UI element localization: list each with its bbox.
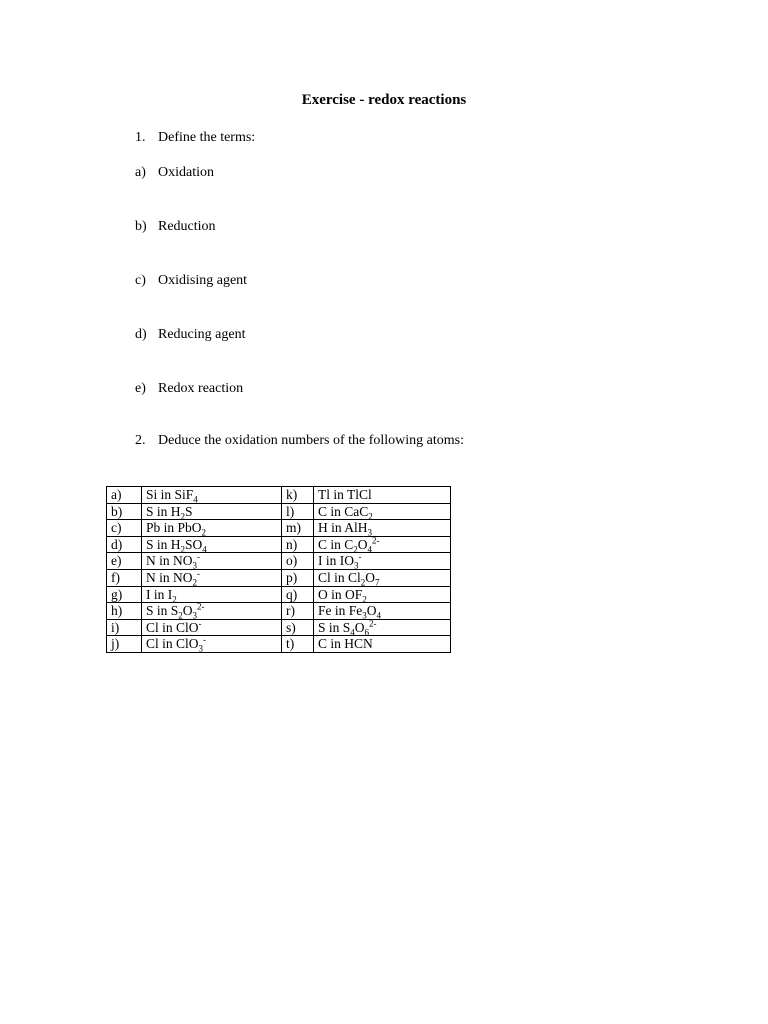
item-label: s) [282, 619, 314, 636]
item-formula: O in $OF_2$ [314, 586, 451, 603]
item-label: i) [107, 619, 142, 636]
term-text: Redox reaction [158, 381, 244, 396]
term-label: a) [135, 165, 146, 180]
term-text: Reducing agent [158, 327, 246, 342]
item-formula: N in $NO_3^-$ [142, 553, 282, 570]
item-formula: C in $C_2O_4^{2-}$ [314, 536, 451, 553]
item-formula: N in $NO_2^-$ [142, 569, 282, 586]
item-formula: S in $S_2O_3^{2-}$ [142, 603, 282, 620]
item-label: k) [282, 487, 314, 504]
table-row [107, 619, 451, 636]
table-row [107, 487, 451, 504]
item-formula: Cl in $Cl_2O_7$ [314, 569, 451, 586]
table-row [107, 520, 451, 537]
question-text: Define the terms: [158, 130, 256, 145]
question-number: 1. [135, 130, 146, 145]
item-label: g) [107, 586, 142, 603]
term-label: d) [135, 327, 147, 342]
item-formula: I in $I_2$ [142, 586, 282, 603]
item-formula: S in $H_2SO_4$ [142, 536, 282, 553]
item-label: e) [107, 553, 142, 570]
item-label: h) [107, 603, 142, 620]
table-row [107, 536, 451, 553]
page-title: Exercise - redox reactions [301, 92, 467, 108]
item-label: q) [282, 586, 314, 603]
item-label: p) [282, 569, 314, 586]
item-formula: H in AlH$_3$ [314, 520, 451, 537]
table-row [107, 636, 451, 653]
item-label: t) [282, 636, 314, 653]
item-formula: Fe in $Fe_3O_4$ [314, 603, 451, 620]
item-label: l) [282, 503, 314, 520]
term-label: b) [135, 219, 147, 234]
oxidation-table [106, 486, 451, 653]
item-formula: S in $S_4O_6^{2-}$ [314, 619, 451, 636]
item-label: f) [107, 569, 142, 586]
item-label: n) [282, 536, 314, 553]
item-label: o) [282, 553, 314, 570]
question-number: 2. [135, 433, 146, 448]
item-formula: Cl in ClO$_3$- [142, 636, 282, 653]
item-formula: Cl in ClO- [142, 619, 282, 636]
item-formula: S in $H_2S$ [142, 503, 282, 520]
table-row [107, 553, 451, 570]
question-text: Deduce the oxidation numbers of the following atoms: [158, 433, 464, 448]
item-label: a) [107, 487, 142, 504]
item-label: r) [282, 603, 314, 620]
term-text: Oxidation [158, 165, 214, 180]
item-formula: C in HCN [314, 636, 451, 653]
term-label: e) [135, 381, 146, 396]
item-formula: I in $IO_3^-$ [314, 553, 451, 570]
table-row [107, 569, 451, 586]
item-formula: Pb in PbO$_2$ [142, 520, 282, 537]
item-formula: Tl in TlCl [314, 487, 451, 504]
table-row [107, 503, 451, 520]
term-text: Reduction [158, 219, 216, 234]
item-label: j) [107, 636, 142, 653]
table-row [107, 603, 451, 620]
item-label: d) [107, 536, 142, 553]
item-label: b) [107, 503, 142, 520]
term-text: Oxidising agent [158, 273, 248, 288]
term-label: c) [135, 273, 146, 288]
item-label: m) [282, 520, 314, 537]
item-formula: Si in SiF$_4$ [142, 487, 282, 504]
item-label: c) [107, 520, 142, 537]
table-row [107, 586, 451, 603]
item-formula: C in CaC$_2$ [314, 503, 451, 520]
